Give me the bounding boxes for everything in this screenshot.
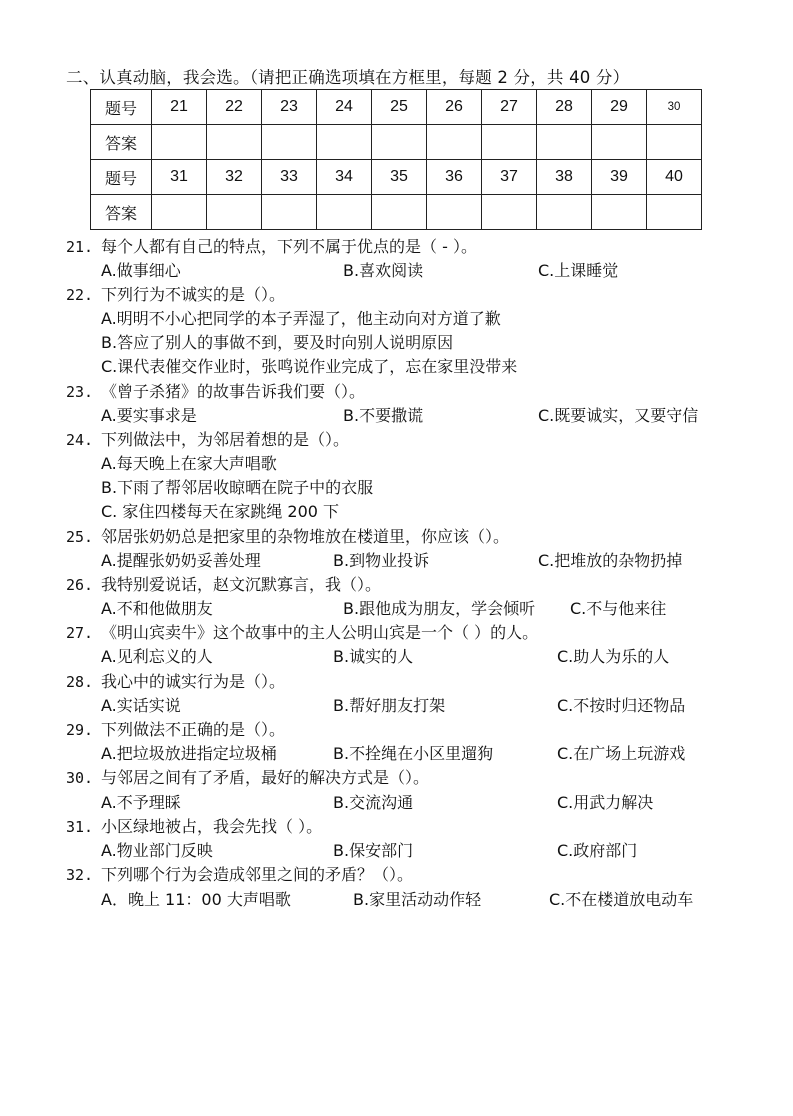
answer-grid: [90, 89, 702, 230]
question-stem-21: [66, 237, 477, 257]
option-a: A．晚上 11：00 大声唱歌: [101, 890, 291, 909]
question-number: 28.: [66, 673, 94, 691]
option-b: B.跟他成为朋友，学会倾听: [343, 599, 536, 618]
option-a: A.把垃圾放进指定垃圾桶: [101, 744, 277, 763]
option-c: C.用武力解决: [557, 793, 654, 812]
grid-row-numbers-1: [91, 90, 702, 125]
question-number-cell: 27: [482, 90, 537, 125]
question-number-cell: 34: [317, 160, 372, 195]
option-a: A.明明不小心把同学的本子弄湿了，他主动向对方道了歉: [101, 309, 501, 328]
option-b: B.喜欢阅读: [343, 261, 424, 280]
question-number-cell: 22: [207, 90, 262, 125]
row-label-answer: 答案: [91, 125, 152, 160]
answer-cell[interactable]: [372, 125, 427, 160]
option-b: B.诚实的人: [333, 647, 414, 666]
question-stem-27: [66, 623, 538, 643]
question-number-cell: 37: [482, 160, 537, 195]
option-a: A.提醒张奶奶妥善处理: [101, 551, 261, 570]
option-c: C.不按时归还物品: [557, 696, 686, 715]
question-text: 下列做法中，为邻居着想的是（）。: [101, 430, 350, 449]
answer-cell[interactable]: [647, 125, 702, 160]
question-number: 24.: [66, 431, 94, 449]
question-number-cell: 33: [262, 160, 317, 195]
option-c: C.既要诚实，又要守信: [538, 406, 699, 425]
answer-cell[interactable]: [592, 195, 647, 230]
question-stem-29: [66, 720, 285, 740]
question-text: 我特别爱说话，赵文沉默寡言，我（）。: [101, 575, 382, 594]
question-text: 小区绿地被占，我会先找（ ）。: [101, 817, 323, 836]
question-stem-23: [66, 382, 365, 402]
answer-cell[interactable]: [427, 195, 482, 230]
option-b: B.不要撒谎: [343, 406, 424, 425]
question-number-cell: 21: [152, 90, 207, 125]
answer-cell[interactable]: [592, 125, 647, 160]
question-number: 22.: [66, 286, 94, 304]
answer-cell[interactable]: [372, 195, 427, 230]
question-text: 下列哪个行为会造成邻里之间的矛盾？（）。: [101, 865, 414, 884]
question-number-cell: 23: [262, 90, 317, 125]
question-number-cell: 26: [427, 90, 482, 125]
question-number-cell: 25: [372, 90, 427, 125]
option-b: B.不拴绳在小区里遛狗: [333, 744, 494, 763]
question-number-cell: 24: [317, 90, 372, 125]
question-number-cell: 32: [207, 160, 262, 195]
question-number-cell: 28: [537, 90, 592, 125]
option-b: B.答应了别人的事做不到，要及时向别人说明原因: [101, 333, 454, 352]
question-text: 每个人都有自己的特点，下列不属于优点的是（ - ）。: [101, 237, 477, 256]
question-number: 32.: [66, 866, 94, 884]
question-number-cell: 39: [592, 160, 647, 195]
option-a: A.见利忘义的人: [101, 647, 213, 666]
question-stem-32: [66, 865, 413, 885]
question-number: 27.: [66, 624, 94, 642]
answer-cell[interactable]: [537, 125, 592, 160]
question-stem-22: [66, 285, 285, 305]
option-b: B.到物业投诉: [333, 551, 430, 570]
option-a: A.不予理睬: [101, 793, 181, 812]
option-a: A.实话实说: [101, 696, 181, 715]
question-stem-26: [66, 575, 381, 595]
question-text: 邻居张奶奶总是把家里的杂物堆放在楼道里，你应该（）。: [101, 527, 510, 546]
answer-cell[interactable]: [317, 125, 372, 160]
question-number-cell: 40: [647, 160, 702, 195]
answer-cell[interactable]: [152, 125, 207, 160]
grid-row-numbers-2: [91, 160, 702, 195]
question-number: 29.: [66, 721, 94, 739]
question-text: 与邻居之间有了矛盾，最好的解决方式是（）。: [101, 768, 430, 787]
question-number: 23.: [66, 383, 94, 401]
answer-cell[interactable]: [317, 195, 372, 230]
option-a: A.每天晚上在家大声唱歌: [101, 454, 277, 473]
question-number: 30.: [66, 769, 94, 787]
option-c: C.把堆放的杂物扔掉: [538, 551, 683, 570]
answer-cell[interactable]: [262, 195, 317, 230]
row-label-answer: 答案: [91, 195, 152, 230]
question-text: 下列行为不诚实的是（）。: [101, 285, 286, 304]
answer-cell[interactable]: [482, 125, 537, 160]
question-stem-25: [66, 527, 509, 547]
option-a: A.要实事求是: [101, 406, 197, 425]
question-number-cell: 30: [647, 90, 702, 125]
option-c: C.助人为乐的人: [557, 647, 670, 666]
grid-row-answers-1: [91, 125, 702, 160]
option-b: B.下雨了帮邻居收晾晒在院子中的衣服: [101, 478, 374, 497]
option-b: B.帮好朋友打架: [333, 696, 446, 715]
question-stem-30: [66, 768, 429, 788]
option-a: A.物业部门反映: [101, 841, 213, 860]
question-stem-28: [66, 672, 285, 692]
question-number-cell: 38: [537, 160, 592, 195]
question-number: 26.: [66, 576, 94, 594]
question-number-cell: 36: [427, 160, 482, 195]
question-number: 21.: [66, 238, 94, 256]
question-number: 31.: [66, 818, 94, 836]
grid-row-answers-2: [91, 195, 702, 230]
row-label-number: 题号: [91, 160, 152, 195]
option-c: C.不在楼道放电动车: [549, 890, 694, 909]
row-label-number: 题号: [91, 90, 152, 125]
question-text: 《明山宾卖牛》这个故事中的主人公明山宾是一个（ ）的人。: [101, 623, 539, 642]
option-c: C.课代表催交作业时，张鸣说作业完成了，忘在家里没带来: [101, 357, 518, 376]
option-c: C.政府部门: [557, 841, 638, 860]
question-stem-24: [66, 430, 349, 450]
option-c: C.上课睡觉: [538, 261, 619, 280]
answer-cell[interactable]: [207, 195, 262, 230]
question-stem-31: [66, 817, 322, 837]
option-c: C.不与他来往: [570, 599, 667, 618]
answer-cell[interactable]: [537, 195, 592, 230]
option-c: C.在广场上玩游戏: [557, 744, 686, 763]
option-a: A.做事细心: [101, 261, 181, 280]
answer-cell[interactable]: [647, 195, 702, 230]
question-number-cell: 29: [592, 90, 647, 125]
option-b: B.保安部门: [333, 841, 414, 860]
answer-cell[interactable]: [152, 195, 207, 230]
question-number-cell: 35: [372, 160, 427, 195]
option-c: C. 家住四楼每天在家跳绳 200 下: [101, 502, 340, 521]
section-title: 二、认真动脑，我会选。（请把正确选项填在方框里，每题 2 分，共 40 分）: [66, 68, 630, 87]
answer-cell[interactable]: [262, 125, 317, 160]
question-number-cell: 31: [152, 160, 207, 195]
question-text: 下列做法不正确的是（）。: [101, 720, 286, 739]
question-text: 我心中的诚实行为是（）。: [101, 672, 286, 691]
answer-cell[interactable]: [427, 125, 482, 160]
question-text: 《曾子杀猪》的故事告诉我们要（）。: [101, 382, 366, 401]
option-b: B.家里活动动作轻: [353, 890, 482, 909]
option-b: B.交流沟通: [333, 793, 414, 812]
option-a: A.不和他做朋友: [101, 599, 213, 618]
question-number: 25.: [66, 528, 94, 546]
answer-cell[interactable]: [482, 195, 537, 230]
answer-cell[interactable]: [207, 125, 262, 160]
